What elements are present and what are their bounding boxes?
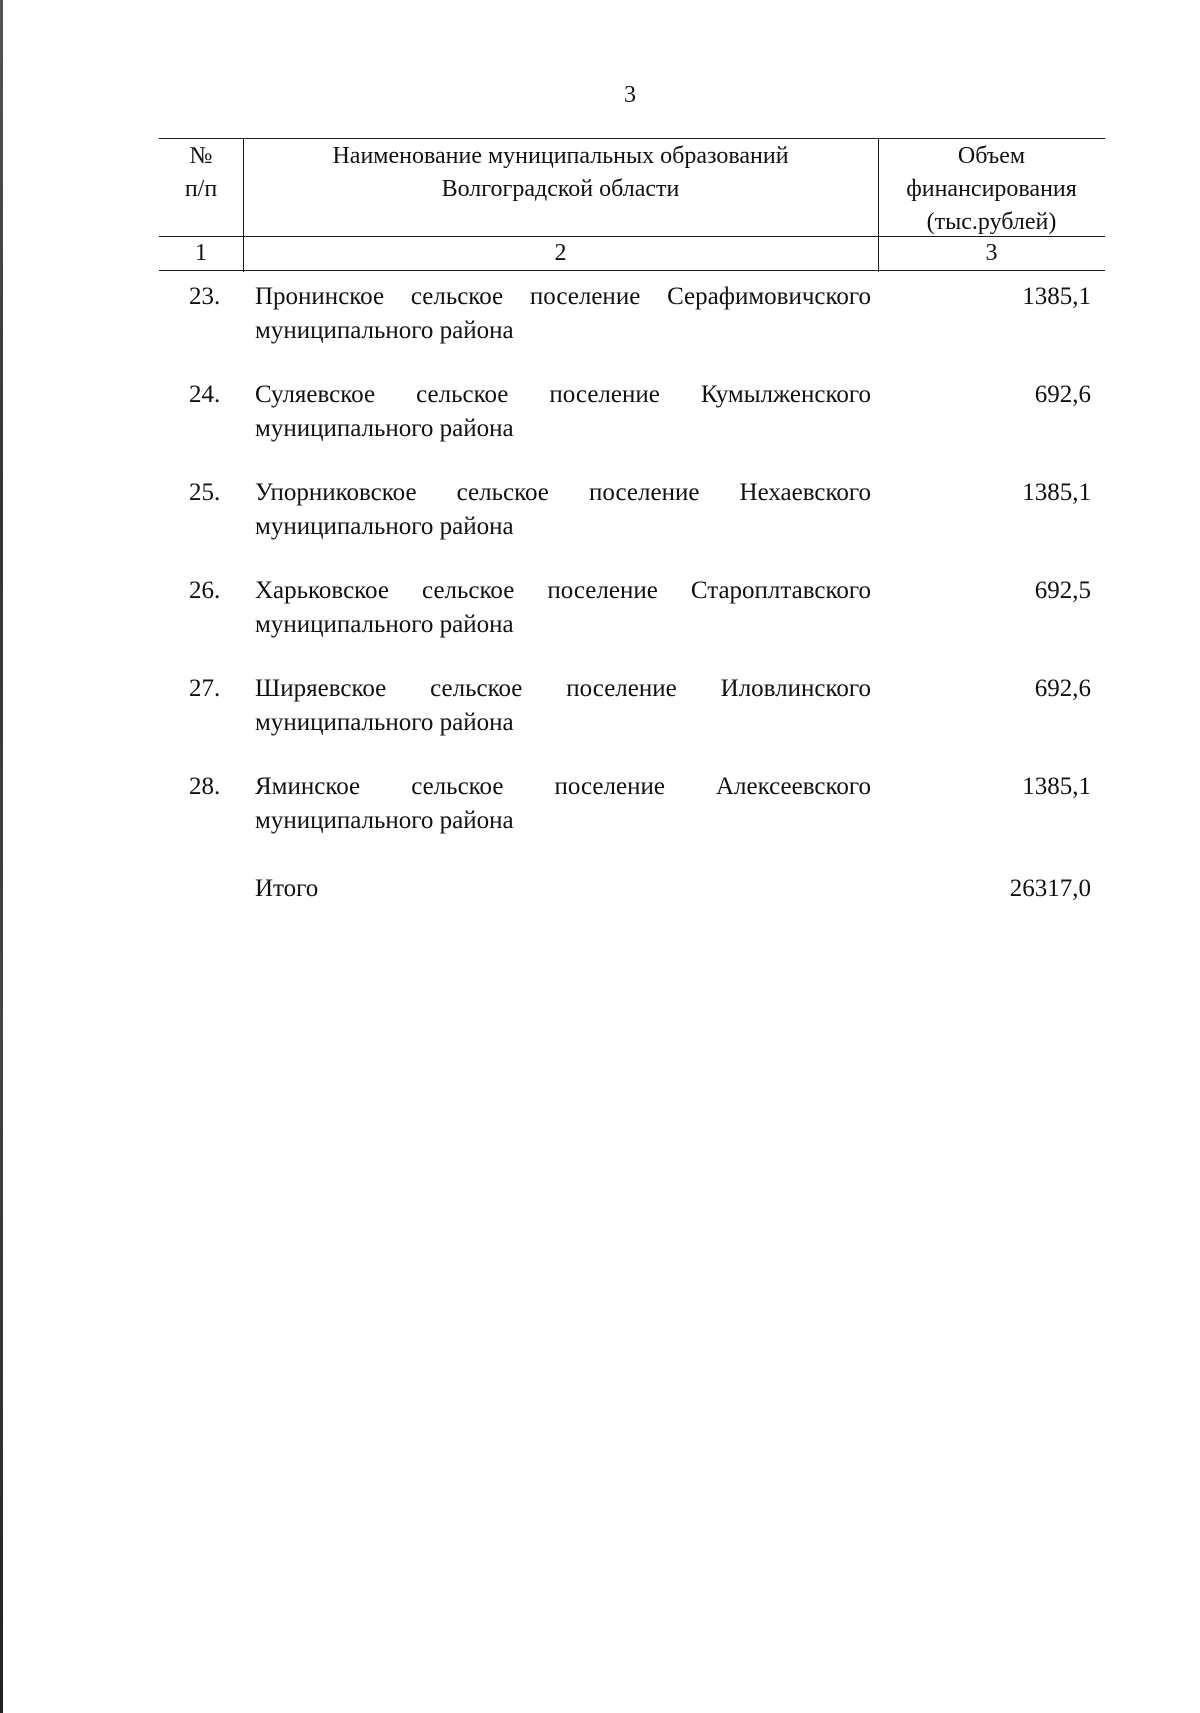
row-number: 23. (189, 283, 221, 310)
scan-edge (0, 0, 3, 1713)
page-number: 3 (624, 82, 636, 108)
row-name (255, 476, 871, 544)
row-name (255, 280, 871, 348)
table-row (159, 672, 1105, 742)
table-row (159, 378, 1105, 448)
row-name (255, 770, 871, 838)
row-name-line2: муниципального района (255, 415, 514, 442)
row-number: 26. (189, 577, 221, 604)
table-row (159, 476, 1105, 546)
row-amount: 692,5 (1034, 577, 1091, 604)
row-name-line1: Ширяевское сельское поселение Иловлинского (255, 675, 871, 702)
header-col-amount (878, 140, 1105, 239)
header-top-rule (159, 138, 1105, 139)
row-name-line1: Пронинское сельское поселение Серафимовичского (255, 283, 871, 310)
table-row (159, 280, 1105, 350)
table-row (159, 574, 1105, 644)
header-col-name-line1: Наименование муниципальных образований (332, 143, 789, 169)
row-name (255, 672, 871, 740)
header-col-amount-line3: (тыс.рублей) (926, 209, 1057, 235)
row-name-line1: Харьковское сельское поселение Староплтавского (255, 577, 871, 604)
total-label: Итого (255, 875, 319, 902)
row-name-line1: Суляевское сельское поселение Кумылженского (255, 381, 871, 408)
row-amount: 692,6 (1034, 675, 1091, 702)
row-name-line2: муниципального района (255, 807, 514, 834)
header-col-number (159, 140, 243, 206)
column-number-1: 1 (195, 240, 207, 266)
row-number: 27. (189, 675, 221, 702)
header-col-number-line2: п/п (184, 176, 218, 202)
row-amount: 1385,1 (1022, 773, 1091, 800)
row-name-line1: Яминское сельское поселение Алексеевского (255, 773, 871, 800)
column-number-3: 3 (985, 240, 998, 266)
table-row (159, 770, 1105, 840)
header-col-amount-line2: финансирования (906, 176, 1077, 202)
row-number: 24. (189, 381, 221, 408)
row-name (255, 378, 871, 446)
row-name-line2: муниципального района (255, 317, 514, 344)
total-row (159, 872, 1105, 908)
row-amount: 1385,1 (1022, 479, 1091, 506)
row-number: 25. (189, 479, 221, 506)
total-amount: 26317,0 (1009, 875, 1091, 902)
row-name-line2: муниципального района (255, 513, 514, 540)
row-amount: 1385,1 (1022, 283, 1091, 310)
row-number: 28. (189, 773, 221, 800)
row-name-line2: муниципального района (255, 709, 514, 736)
header-col-number-line1: № (189, 143, 213, 169)
column-number-2: 2 (554, 240, 567, 266)
header-bottom-rule (159, 270, 1105, 271)
header-col-name (243, 140, 878, 206)
row-name-line2: муниципального района (255, 611, 514, 638)
header-col-name-line2: Волгоградской области (441, 176, 680, 202)
row-name (255, 574, 871, 642)
header-col-amount-line1: Объем (957, 143, 1026, 169)
row-name-line1: Упорниковское сельское поселение Нехаевского (255, 479, 871, 506)
row-amount: 692,6 (1034, 381, 1091, 408)
table-header (159, 138, 1105, 272)
